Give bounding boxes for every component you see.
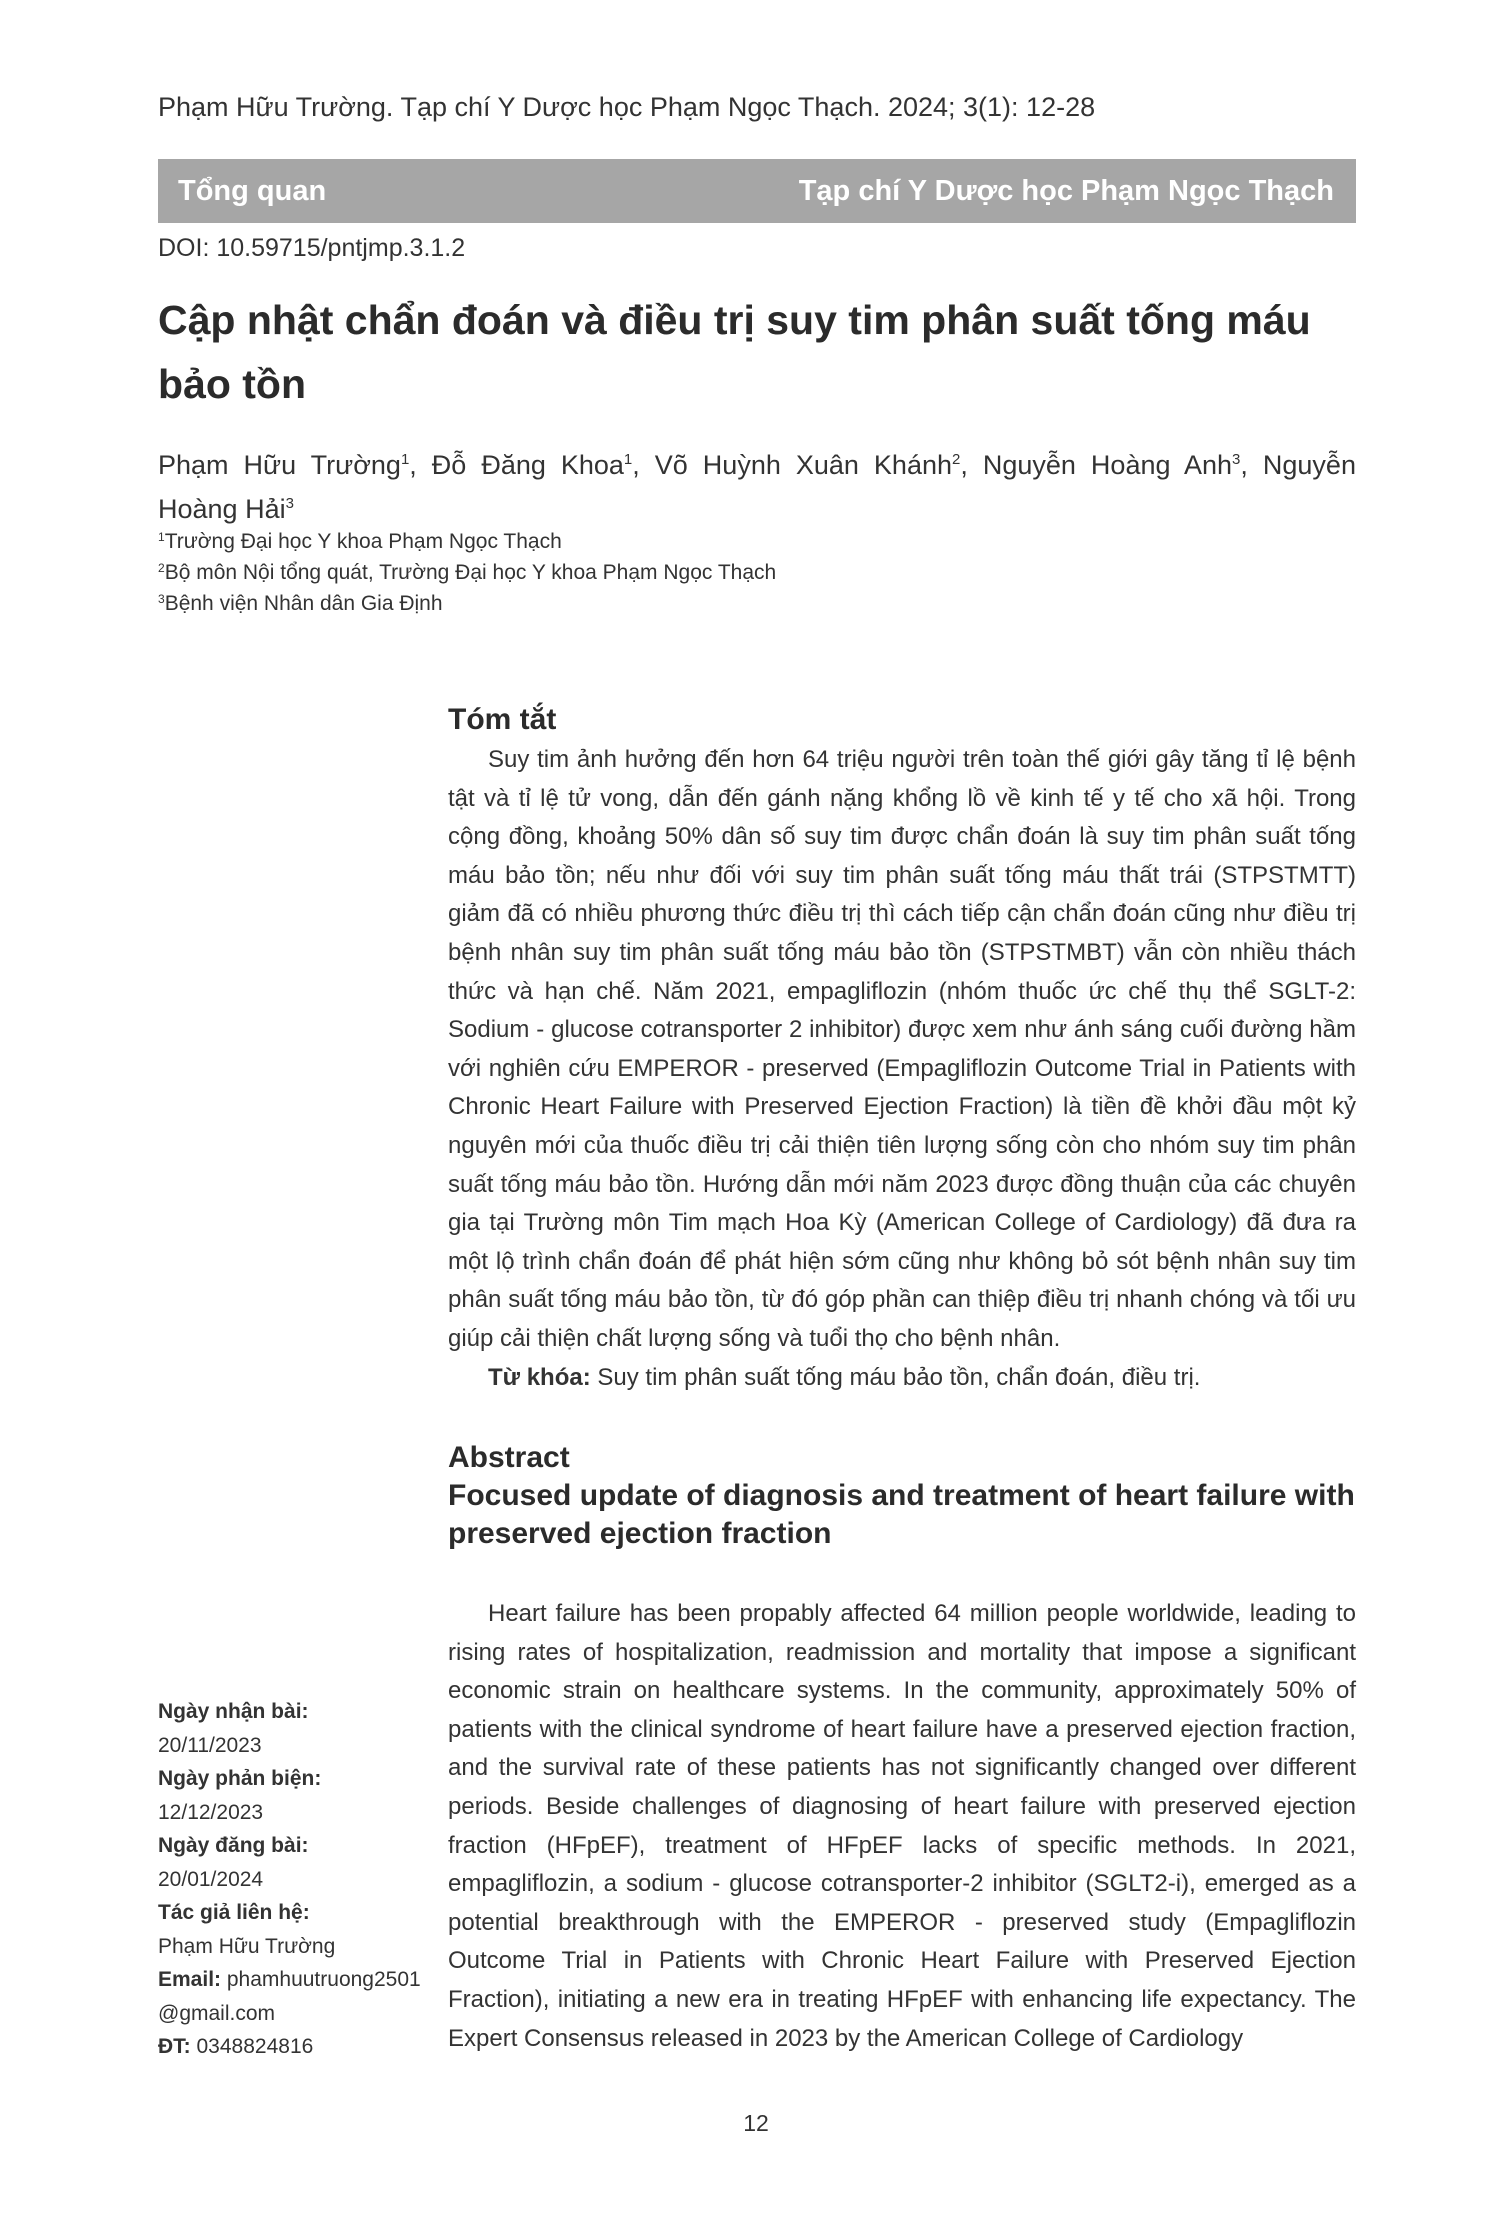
author-name: Nguyễn (1262, 450, 1356, 480)
banner-journal-name: Tạp chí Y Dược học Phạm Ngọc Thạch (798, 174, 1334, 207)
received-date: 20/11/2023 (158, 1733, 262, 1757)
affiliation: $^3$Bệnh viện Nhân dân Gia Định (158, 592, 443, 615)
author-name: Hoàng Hải (158, 494, 286, 524)
keywords-text: Suy tim phân suất tống máu bảo tồn, chẩn đoán, điều trị. (590, 1363, 1201, 1391)
banner-section-label: Tổng quan (178, 174, 327, 207)
published-date: 20/01/2024 (158, 1867, 264, 1891)
keywords-label: Từ khóa: (488, 1363, 591, 1391)
author-name: Phạm Hữu Trường (158, 450, 401, 480)
author-affiliation-mark: 1 (623, 451, 633, 468)
author-name: Đỗ Đăng Khoa (431, 450, 624, 480)
corresponding-label: Tác giả liên hệ: (158, 1901, 310, 1924)
keywords (448, 1359, 1356, 1398)
abstract-heading: Abstract (448, 1441, 570, 1474)
author-affiliation-mark: 3 (285, 495, 294, 512)
summary-body (448, 741, 1356, 1397)
email-line[interactable]: Email: phamhuutruong2501 (158, 1968, 421, 1991)
doi[interactable]: DOI: 10.59715/pntjmp.3.1.2 (158, 234, 466, 262)
author-affiliation-mark: 1 (400, 451, 410, 468)
reviewed-label: Ngày phản biện: (158, 1767, 322, 1790)
email-line-continued[interactable]: @gmail.com (158, 2001, 276, 2025)
author-list-continued (158, 488, 294, 530)
author-name: Võ Huỳnh Xuân Khánh (654, 450, 952, 480)
summary-paragraph: Suy tim ảnh hưởng đến hơn 64 triệu người trên toàn thế giới gây tăng tỉ lệ bệnh tật và tỉ lệ tử vong, dẫn đến gánh nặng khổng lồ về kinh tế y tế cho xã hội. Trong cộng đồng, khoảng 50% dân số suy tim được chẩn đoán là suy tim phân suất tống máu bảo tồn; nếu như đối với suy tim phân suất tống máu thất trái (STPSTMTT) giảm đã có nhiều phương thức điều trị thì cách tiếp cận chẩn đoán cũng như điều trị bệnh nhân suy tim phân suất tống máu bảo tồn (STPSTMBT) vẫn còn nhiều thách thức và hạn chế. Năm 2021, empagliflozin (nhóm thuốc ức chế thụ thể SGLT-2: Sodium - glucose cotransporter 2 inhibitor) được xem như ánh sáng cuối đường hầm với nghiên cứu EMPEROR - preserved (Empagliflozin Outcome Trial in Patients with Chronic Heart Failure with Preserved Ejection Fraction) là tiền đề khởi đầu một kỷ nguyên mới của thuốc điều trị cải thiện tiên lượng sống còn cho nhóm suy tim phân suất tống máu bảo tồn. Hướng dẫn mới năm 2023 được đồng thuận của các chuyên gia tại Trường môn Tim mạch Hoa Kỳ (American College of Cardiology) đã đưa ra một lộ trình chẩn đoán để phát hiện sớm cũng như không bỏ sót bệnh nhân suy tim phân suất tống máu bảo tồn, từ đó góp phần can thiệp điều trị nhanh chóng và tối ưu giúp cải thiện chất lượng sống và tuổi thọ cho bệnh nhân. (448, 746, 1356, 1352)
abstract-title: Focused update of diagnosis and treatment of heart failure with preserved ejection fraction (448, 1479, 1355, 1550)
summary-heading: Tóm tắt (448, 703, 557, 736)
corresponding-author: Phạm Hữu Trường (158, 1934, 336, 1958)
paper-title: Cập nhật chẩn đoán và điều trị suy tim phân suất tống máu bảo tồn (158, 297, 1311, 407)
author-list: Phạm Hữu Trường$^1$, Đỗ Đăng Khoa$^1$, Võ Huỳnh Xuân Khánh$^2$, Nguyễn Hoàng Anh$^3$, Nguyễn (158, 450, 1356, 480)
affiliation: $^2$Bộ môn Nội tổng quát, Trường Đại học Y khoa Phạm Ngọc Thạch (158, 561, 777, 584)
author-affiliation-mark: 3 (1232, 451, 1241, 468)
article-info-sidebar (158, 1695, 438, 2064)
abstract-body (448, 1595, 1356, 2058)
section-banner (158, 159, 1356, 223)
reviewed-date: 12/12/2023 (158, 1800, 264, 1824)
received-label: Ngày nhận bài: (158, 1700, 309, 1723)
author-name: Nguyễn Hoàng Anh (982, 450, 1233, 480)
published-label: Ngày đăng bài: (158, 1834, 309, 1857)
citation-header: Phạm Hữu Trường. Tạp chí Y Dược học Phạm Ngọc Thạch. 2024; 3(1): 12-28 (158, 92, 1096, 122)
author-affiliation-mark: 2 (952, 451, 961, 468)
abstract-paragraph: Heart failure has been propably affected 64 million people worldwide, leading to rising rates of hospitalization, readmission and mortality that impose a significant economic strain on healthcare systems. In the community, approximately 50% of patients with the clinical syndrome of heart failure have a preserved ejection fraction, and the survival rate of these patients has not significantly changed over different periods. Beside challenges of diagnosing of heart failure with preserved ejection fraction (HFpEF), treatment of HFpEF lacks of specific methods. In 2021, empagliflozin, a sodium - glucose cotransporter-2 inhibitor (SGLT2-i), emerged as a potential breakthrough with the EMPEROR - preserved study (Empagliflozin Outcome Trial in Patients with Chronic Heart Failure with Preserved Ejection Fraction), initiating a new era in treating HFpEF with enhancing life expectancy. The Expert Consensus released in 2023 by the American College of Cardiology (448, 1600, 1356, 2052)
page-number: 12 (743, 2110, 769, 2136)
affiliation: $^1$Trường Đại học Y khoa Phạm Ngọc Thạch (158, 530, 562, 553)
phone-line: ĐT: 0348824816 (158, 2035, 314, 2058)
